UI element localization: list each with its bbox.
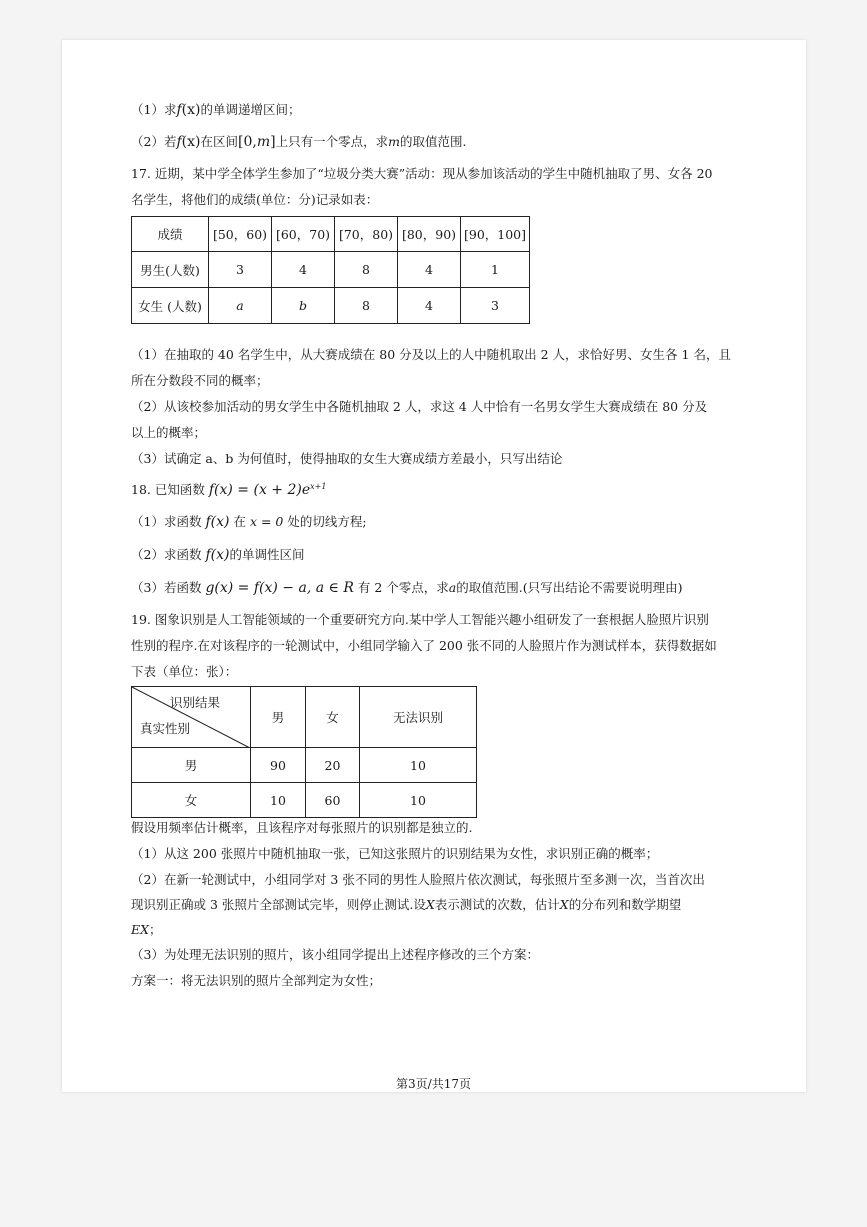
q17-sub2-line1: （2）从该校参加活动的男女学生中各随机抽取 2 人，求这 4 人中恰有一名男女学生大赛成绩在 80 分及 <box>131 399 708 414</box>
q19-sub2-line1: （2）在新一轮测试中，小组同学对 3 张不同的男性人脸照片依次测试，每张照片至多测一次，当首次出 <box>131 872 705 887</box>
table-row <box>132 252 530 288</box>
q16-part1: （1）求f(x)的单调递增区间； <box>131 102 301 118</box>
table-cell: 男 <box>132 748 251 783</box>
q18-intro: 18. 已知函数 $f(x) = (x + 2)e^{x+1}$ <box>131 482 327 499</box>
q17-sub3: （3）试确定 a、b 为何值时，使得抽取的女生大赛成绩方差最小，只写出结论 <box>131 451 563 466</box>
table-row <box>132 288 530 324</box>
q19-sub3: （3）为处理无法识别的照片，该小组同学提出上述程序修改的三个方案： <box>131 947 539 962</box>
table-cell: 3 <box>461 288 530 324</box>
q19-assumption: 假设用频率估计概率，且该程序对每张照片的识别都是独立的. <box>131 820 473 835</box>
table-cell: 60 <box>306 783 360 818</box>
table-cell: 8 <box>335 288 398 324</box>
table-cell: 3 <box>209 252 272 288</box>
q17-intro-line2: 名学生，将他们的成绩(单位：分)记录如表： <box>131 192 379 207</box>
q19-sub2-line2: 现识别正确或 3 张照片全部测试完毕，则停止测试.设X表示测试的次数，估计X的分布列和数学期望 <box>131 897 682 912</box>
table-cell: 4 <box>272 252 335 288</box>
score-table <box>131 216 530 324</box>
table-cell: 10 <box>360 748 477 783</box>
corner-label-result: 识别结果 <box>169 695 220 710</box>
q18-sub3: （3）若函数 g(x) = f(x) − a, a ∈ R 有 2 个零点，求a的取值范围.(只写出结论不需要说明理由) <box>131 580 683 596</box>
q19-intro-line3: 下表（单位：张）： <box>131 664 238 679</box>
table-cell: 无法识别 <box>360 687 477 748</box>
recognition-table <box>131 686 477 818</box>
q19-sub1: （1）从这 200 张照片中随机抽取一张，已知这张照片的识别结果为女性，求识别正确的概率； <box>131 846 659 861</box>
q16-part2: （2）若f(x)在区间[0,m]上只有一个零点，求m的取值范围. <box>131 134 467 150</box>
q17-sub1-line2: 所在分数段不同的概率； <box>131 373 269 388</box>
corner-label-gender: 真实性别 <box>140 721 191 736</box>
q19-intro-line2: 性别的程序.在对该程序的一轮测试中，小组同学输入了 200 张不同的人脸照片作为测试样本，获得数据如 <box>131 638 717 653</box>
table-cell: 4 <box>398 252 461 288</box>
table-row <box>132 783 477 818</box>
table-cell: a <box>209 288 272 324</box>
table-cell: 女 <box>306 687 360 748</box>
table-cell: 男 <box>251 687 306 748</box>
table-cell: 8 <box>335 252 398 288</box>
table-cell: 20 <box>306 748 360 783</box>
q19-plan1: 方案一：将无法识别的照片全部判定为女性； <box>131 973 382 988</box>
table-cell: 男生(人数) <box>132 252 209 288</box>
q19-sub2-line3: EX； <box>131 922 162 937</box>
q19-intro-line1: 19. 图象识别是人工智能领域的一个重要研究方向.某中学人工智能兴趣小组研发了一套根据人脸照片识别 <box>131 612 709 627</box>
table-cell: 成绩 <box>132 217 209 252</box>
q18-sub2: （2）求函数 f(x)的单调性区间 <box>131 547 305 563</box>
page-footer: 第3页/共17页 <box>396 1077 471 1091</box>
table-row <box>132 748 477 783</box>
table-cell: 女 <box>132 783 251 818</box>
q17-sub2-line2: 以上的概率； <box>131 425 207 440</box>
table-cell: 1 <box>461 252 530 288</box>
recognition-table-header-row <box>132 687 477 748</box>
table-cell: [60，70) <box>272 217 335 252</box>
q17-sub1-line1: （1）在抽取的 40 名学生中，从大赛成绩在 80 分及以上的人中随机取出 2 人，求恰好男、女生各 1 名，且 <box>131 347 731 362</box>
table-cell: b <box>272 288 335 324</box>
table-cell: 10 <box>251 783 306 818</box>
q17-intro-line1: 17. 近期，某中学全体学生参加了“垃圾分类大赛”活动：现从参加该活动的学生中随机抽取了男、女各 20 <box>131 166 713 181</box>
score-table-header-row <box>132 217 530 252</box>
table-cell: 4 <box>398 288 461 324</box>
table-cell: [70，80) <box>335 217 398 252</box>
diagonal-header-cell <box>132 687 251 748</box>
table-cell: 女生 (人数) <box>132 288 209 324</box>
table-cell: 90 <box>251 748 306 783</box>
table-cell: [90，100] <box>461 217 530 252</box>
q18-sub1: （1）求函数 f(x) 在 x = 0 处的切线方程; <box>131 514 367 530</box>
table-cell: 10 <box>360 783 477 818</box>
table-cell: [50，60) <box>209 217 272 252</box>
table-cell: [80，90) <box>398 217 461 252</box>
